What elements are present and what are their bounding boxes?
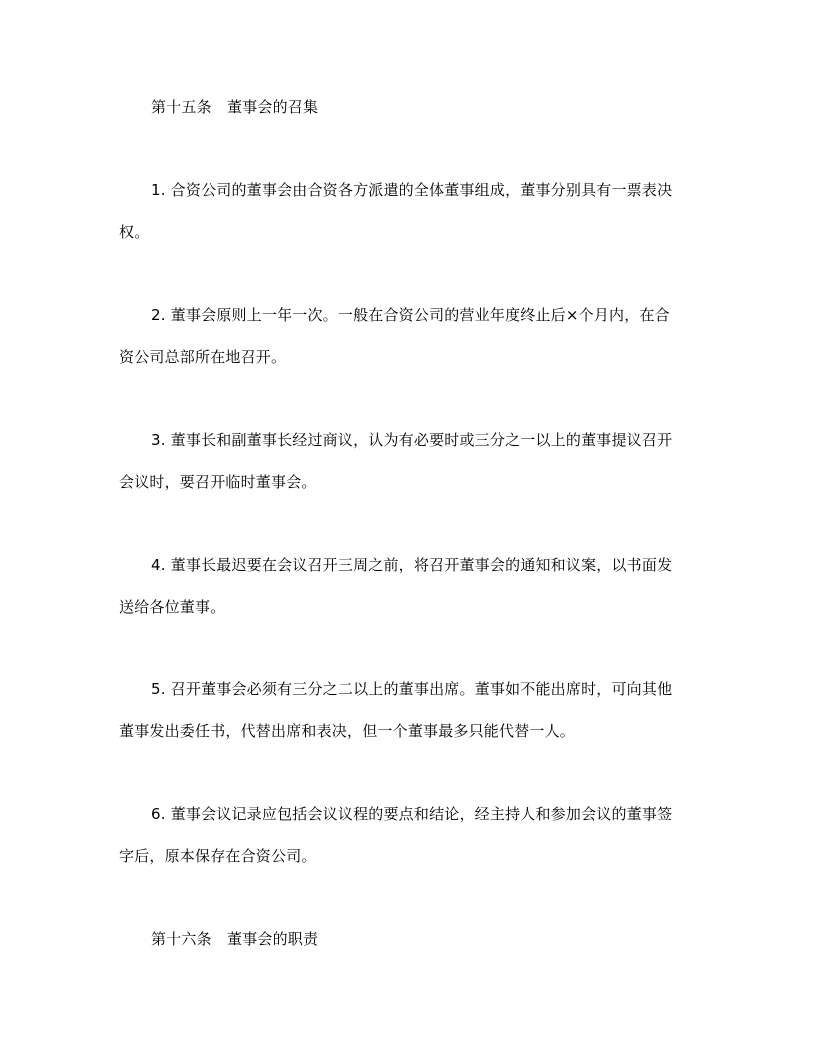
paragraph-line: 1. 合资公司的董事会由合资各方派遣的全体董事组成，董事分别具有一票表决	[151, 181, 673, 199]
section-heading: 第十五条 董事会的召集	[151, 98, 319, 116]
paragraph-line: 4. 董事长最迟要在会议召开三周之前，将召开董事会的通知和议案，以书面发	[151, 556, 673, 574]
paragraph-line: 会议时，要召开临时董事会。	[119, 473, 317, 491]
paragraph-line: 2. 董事会原则上一年一次。一般在合资公司的营业年度终止后×个月内，在合	[151, 306, 670, 324]
paragraph-line: 资公司总部所在地召开。	[119, 348, 287, 366]
paragraph-line: 字后，原本保存在合资公司。	[119, 847, 317, 865]
paragraph-line: 6. 董事会议记录应包括会议议程的要点和结论，经主持人和参加会议的董事签	[151, 805, 673, 823]
paragraph-line: 权。	[119, 223, 150, 241]
paragraph-line: 5. 召开董事会必须有三分之二以上的董事出席。董事如不能出席时，可向其他	[151, 680, 673, 698]
section-heading: 第十六条 董事会的职责	[151, 930, 319, 948]
paragraph-line: 董事发出委任书，代替出席和表决，但一个董事最多只能代替一人。	[119, 722, 576, 740]
paragraph-line: 3. 董事长和副董事长经过商议，认为有必要时或三分之一以上的董事提议召开	[151, 431, 673, 449]
paragraph-line: 送给各位董事。	[119, 598, 226, 616]
